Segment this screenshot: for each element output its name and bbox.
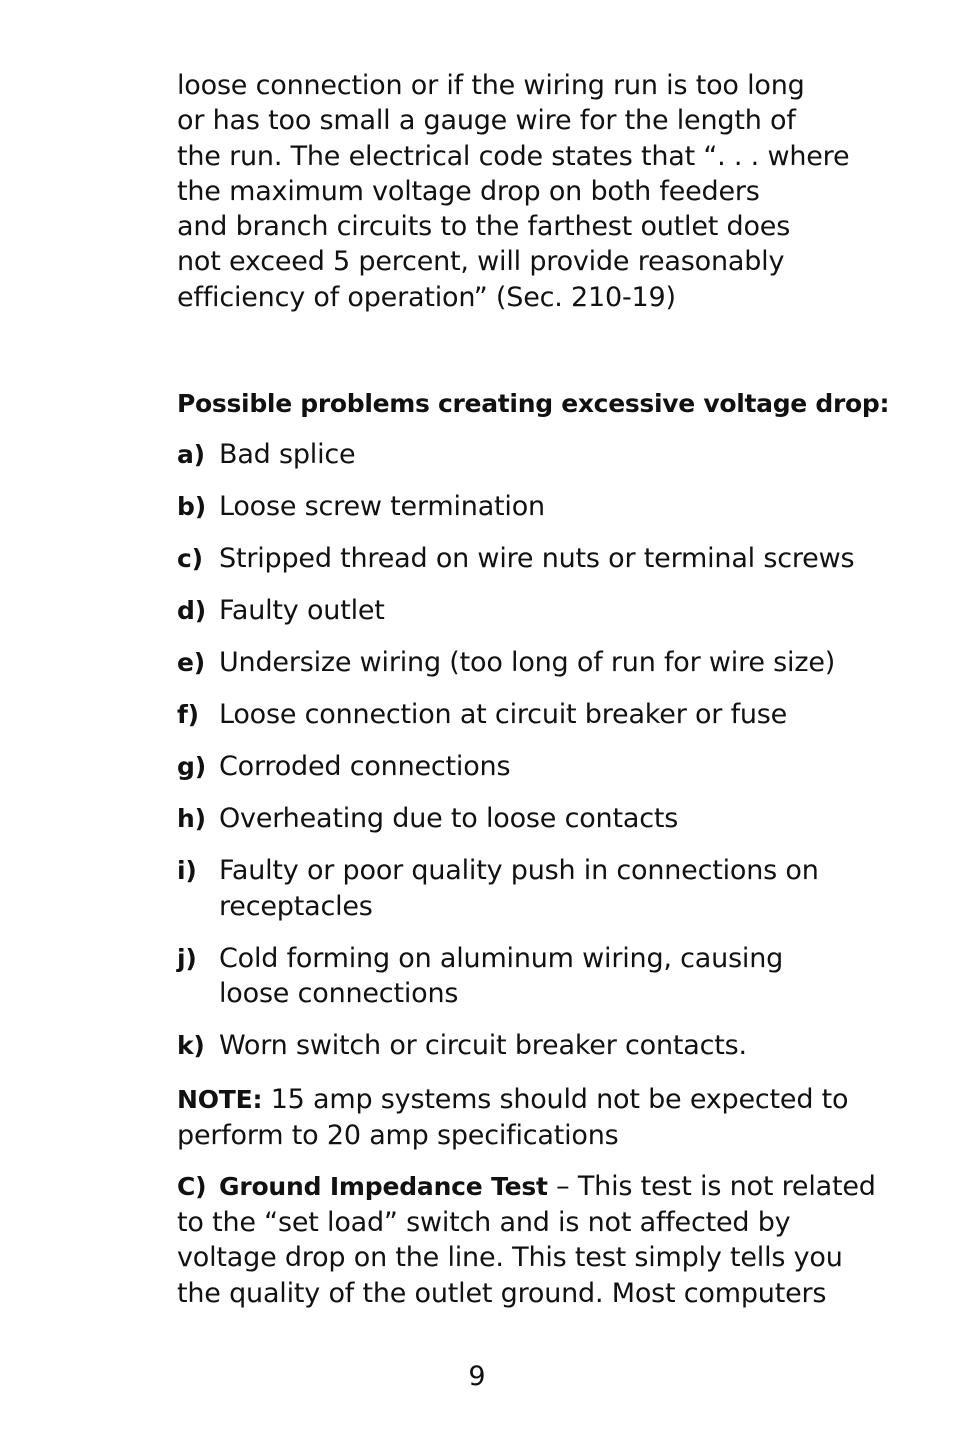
list-item	[177, 697, 897, 733]
list-item-text: Faulty or poor quality push in connections on receptacles	[219, 855, 819, 922]
list-item-text: Cold forming on aluminum wiring, causing loose connections	[219, 942, 784, 1009]
problems-list	[177, 437, 897, 1080]
page-content	[177, 68, 897, 1309]
list-marker: i)	[177, 856, 197, 885]
list-item	[177, 749, 897, 785]
list-item-text: Stripped thread on wire nuts or terminal screws	[219, 543, 855, 574]
list-item	[177, 801, 897, 837]
list-marker: d)	[177, 596, 206, 625]
list-item	[177, 941, 897, 1012]
note-label: NOTE:	[177, 1085, 263, 1114]
intro-paragraph: loose connection or if the wiring run is too long or has too small a gauge wire for the length of the run. The electrical code states that “. . . where the maximum voltage drop on both feeders and branch circuits to the farthest outlet does not exceed 5 percent, will provide reasonably efficiency of operation” (Sec. 210-19)	[177, 70, 850, 313]
list-item	[177, 853, 897, 924]
list-item	[177, 1028, 897, 1064]
list-marker: j)	[177, 943, 197, 973]
page-number: 9	[468, 1361, 486, 1392]
list-marker: k)	[177, 1031, 205, 1060]
list-marker: a)	[177, 440, 205, 469]
list-item-text: Faulty outlet	[219, 595, 385, 626]
list-item-text: Overheating due to loose contacts	[219, 803, 679, 834]
list-item-text: Corroded connections	[219, 751, 511, 782]
section-title: Ground Impedance Test	[219, 1172, 548, 1201]
section-heading: Possible problems creating excessive voltage drop:	[177, 389, 890, 418]
list-item-text: Loose connection at circuit breaker or fuse	[219, 699, 788, 730]
list-item-text: Loose screw termination	[219, 491, 545, 522]
list-item	[177, 437, 897, 473]
list-marker: b)	[177, 492, 206, 521]
list-marker: f)	[177, 700, 199, 729]
list-marker: h)	[177, 804, 206, 833]
list-marker: g)	[177, 752, 206, 781]
note-text: 15 amp systems should not be expected to perform to 20 amp specifications	[177, 1084, 849, 1151]
list-item-text: Bad splice	[219, 439, 356, 470]
section-text: – This test is not related to the “set load” switch and is not affected by voltage drop on the line. This test simply tells you the quality of the outlet ground. Most computers	[177, 1171, 876, 1309]
note-paragraph	[177, 1082, 897, 1153]
list-marker: e)	[177, 648, 205, 677]
list-item	[177, 645, 897, 681]
list-item	[177, 541, 897, 577]
list-marker: c)	[177, 544, 203, 573]
list-item-text: Undersize wiring (too long of run for wire size)	[219, 647, 836, 678]
list-item	[177, 593, 897, 629]
section-marker: C)	[177, 1172, 207, 1201]
ground-impedance-section	[177, 1169, 897, 1311]
list-item-text: Worn switch or circuit breaker contacts.	[219, 1030, 747, 1061]
list-item	[177, 489, 897, 525]
